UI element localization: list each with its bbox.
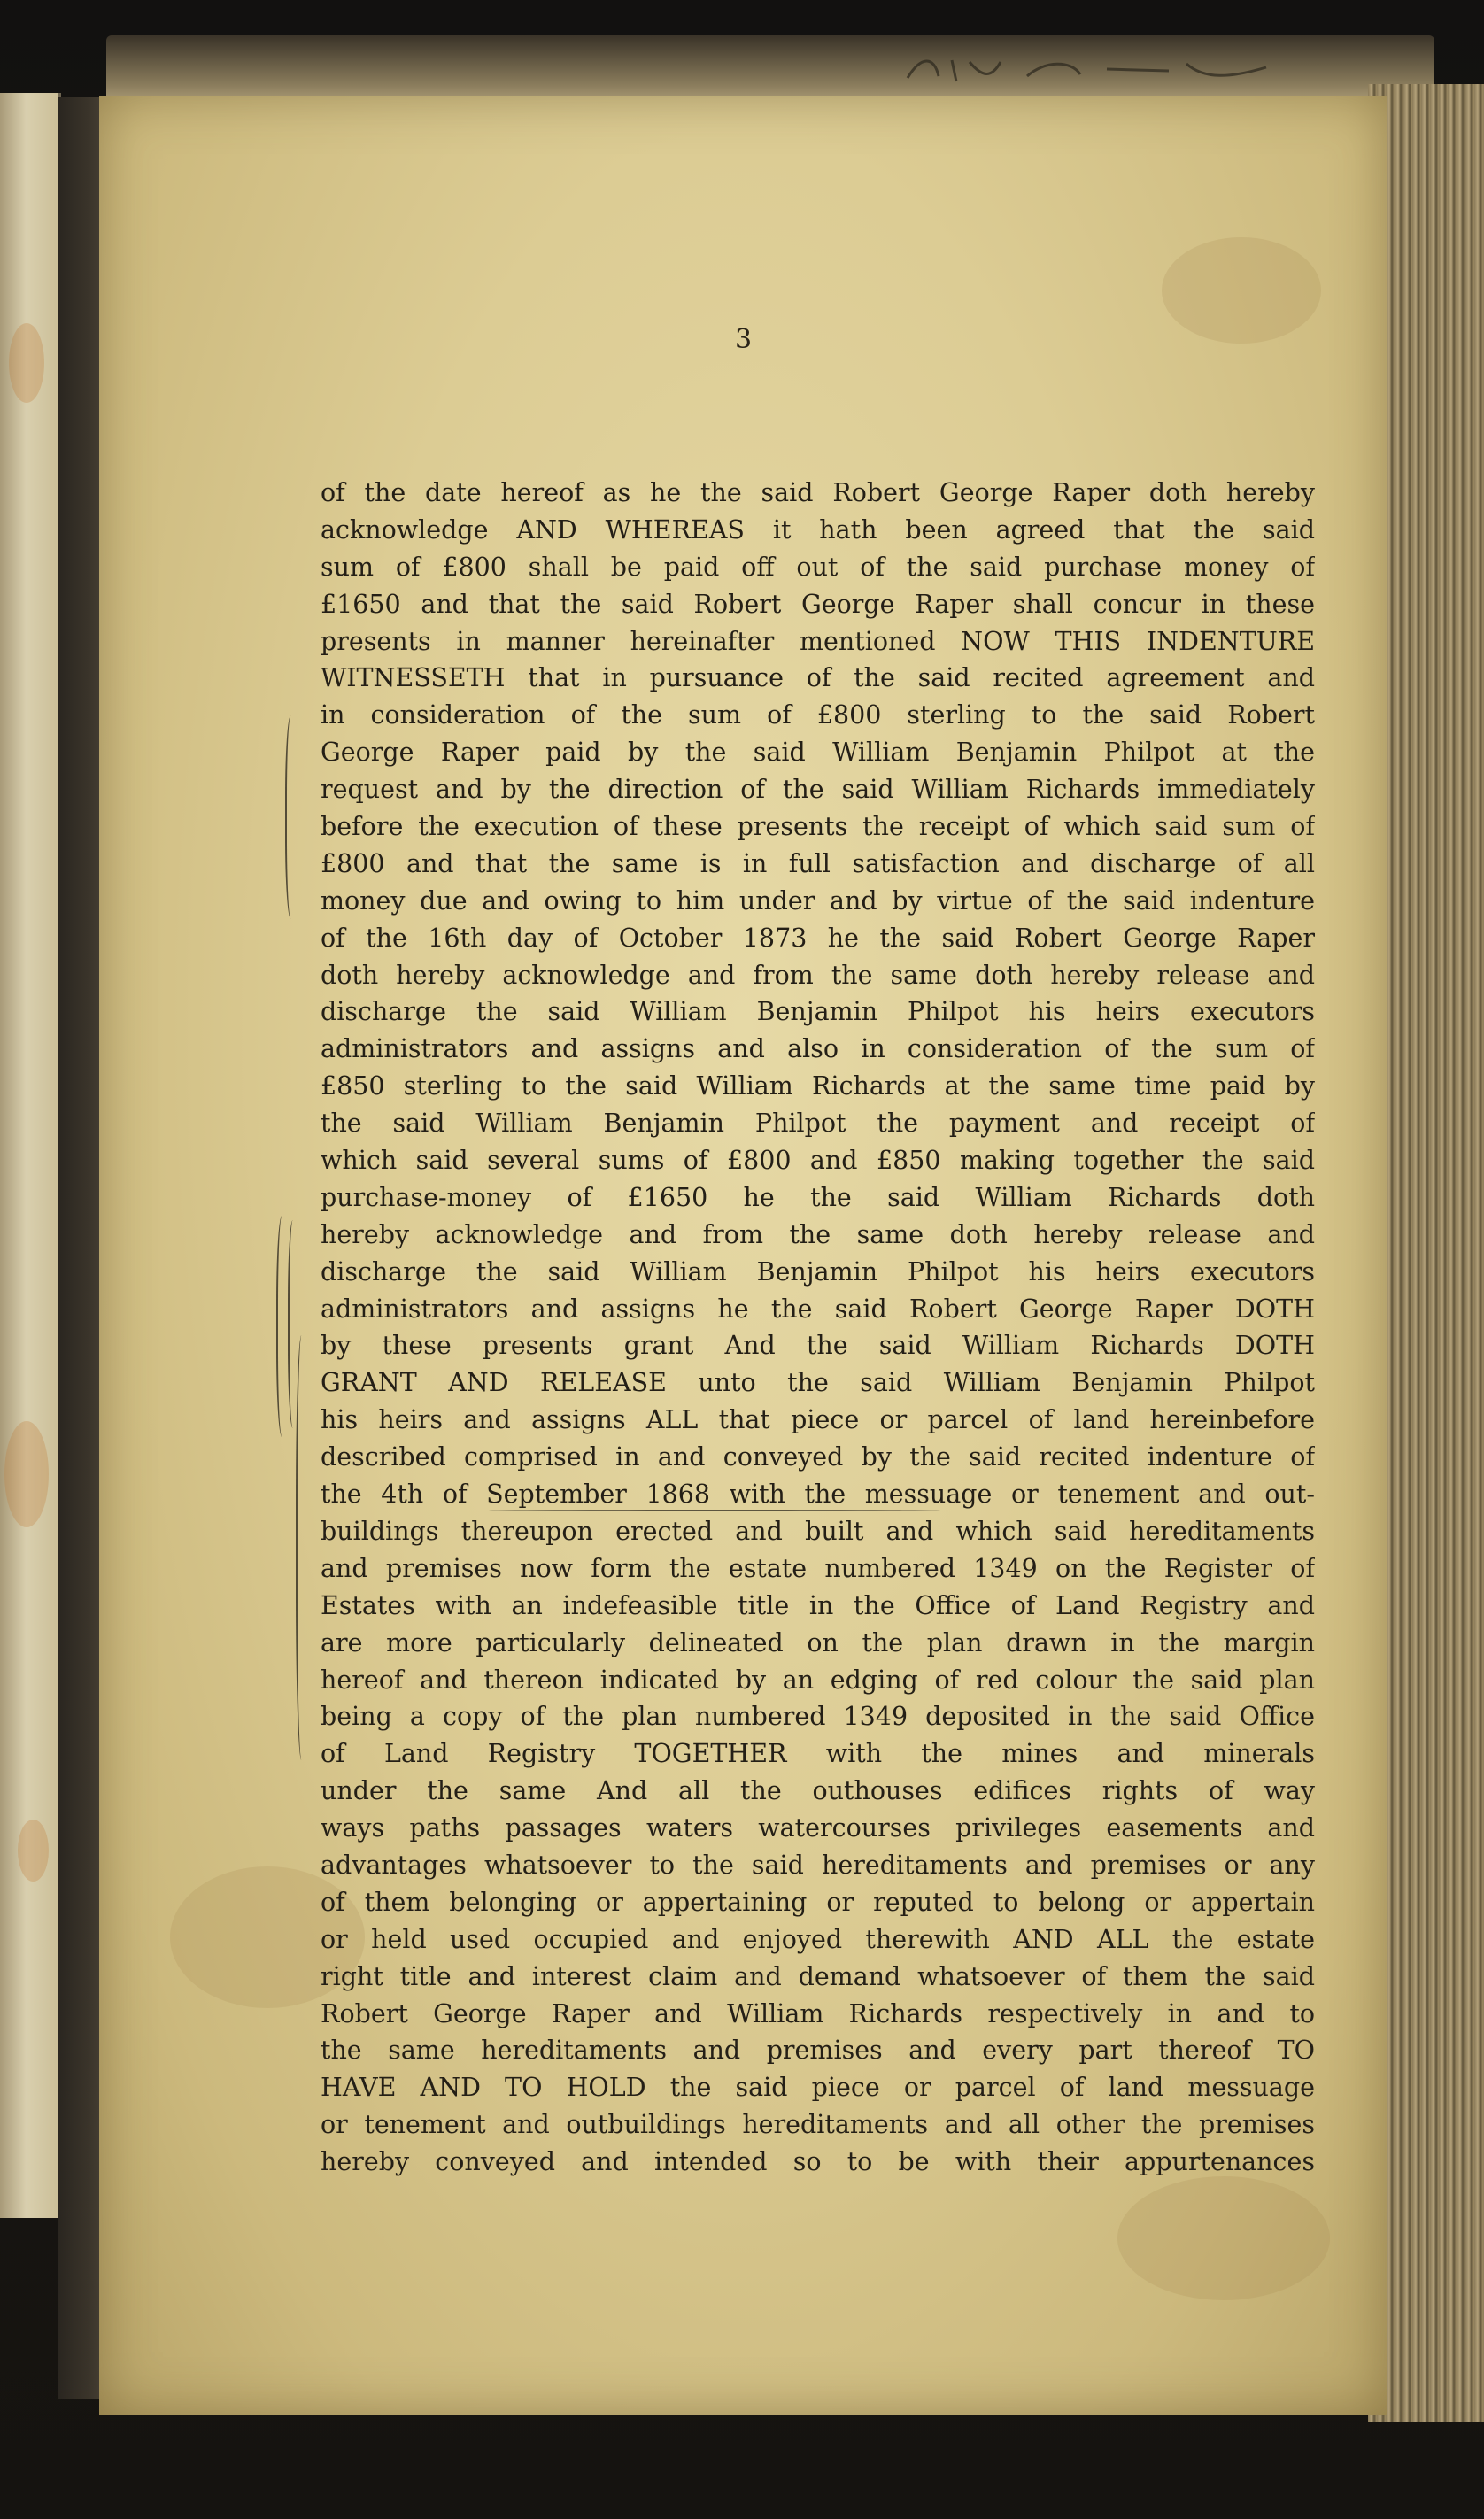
text-line: money due and owing to him under and by virtue of the said indenture [321, 885, 1315, 916]
text-line: described comprised in and conveyed by the said recited indenture of [321, 1442, 1315, 1472]
pencil-margin-bracket [285, 715, 299, 919]
text-line: hereby conveyed and intended so to be with their appurtenances [321, 2147, 1315, 2177]
text-line: of the 16th day of October 1873 he the said Robert George Raper [321, 923, 1315, 953]
text-line: in consideration of the sum of £800 sterling to the said Robert [321, 700, 1315, 730]
handwritten-scrawl [903, 51, 1275, 87]
facing-page-edge [0, 93, 61, 2218]
text-line: £800 and that the same is in full satisfaction and discharge of all [321, 848, 1315, 878]
text-line: hereby acknowledge and from the same doth hereby release and [321, 1219, 1315, 1249]
text-line: doth hereby acknowledge and from the same doth hereby release and [321, 960, 1315, 990]
text-line: HAVE AND TO HOLD the said piece or parcel of land messuage [321, 2073, 1315, 2103]
text-line: request and by the direction of the said William Richards immediately [321, 775, 1315, 805]
text-line: right title and interest claim and demand whatsoever of them the said [321, 1961, 1315, 1991]
text-line: the said William Benjamin Philpot the payment and receipt of [321, 1109, 1315, 1139]
text-line: £1650 and that the said Robert George Raper shall concur in these [321, 589, 1315, 619]
text-line: Estates with an indefeasible title in the Office of Land Registry and [321, 1590, 1315, 1620]
text-line: of them belonging or appertaining or reputed to belong or appertain [321, 1887, 1315, 1917]
text-line: administrators and assigns and also in consideration of the sum of [321, 1034, 1315, 1064]
text-line: his heirs and assigns ALL that piece or parcel of land hereinbefore [321, 1405, 1315, 1435]
deed-body-text [321, 475, 1315, 2181]
text-line: presents in manner hereinafter mentioned NOW THIS INDENTURE [321, 626, 1315, 656]
text-line: or tenement and outbuildings hereditaments and all other the premises [321, 2110, 1315, 2140]
text-line: Robert George Raper and William Richards respectively in and to [321, 1998, 1315, 2028]
text-line: of the date hereof as he the said Robert George Raper doth hereby [321, 478, 1315, 507]
text-line: which said several sums of £800 and £850 making together the said [321, 1146, 1315, 1176]
text-line: £850 sterling to the said William Richards at the same time paid by [321, 1071, 1315, 1101]
text-line: under the same And all the outhouses edifices rights of way [321, 1776, 1315, 1806]
text-line: by these presents grant And the said William Richards DOTH [321, 1331, 1315, 1361]
text-line: ways paths passages waters watercourses privileges easements and [321, 1813, 1315, 1843]
text-line: discharge the said William Benjamin Philpot his heirs executors [321, 997, 1315, 1027]
text-line: acknowledge AND WHEREAS it hath been agreed that the said [321, 514, 1315, 545]
text-line: buildings thereupon erected and built and which said hereditaments [321, 1516, 1315, 1546]
text-line: administrators and assigns he the said Robert George Raper DOTH [321, 1294, 1315, 1324]
document-page [99, 96, 1387, 2415]
text-line: discharge the said William Benjamin Philpot his heirs executors [321, 1256, 1315, 1287]
text-line: before the execution of these presents the receipt of which said sum of [321, 812, 1315, 842]
text-line: hereof and thereon indicated by an edging of red colour the said plan [321, 1665, 1315, 1695]
text-line: of Land Registry TOGETHER with the mines and minerals [321, 1739, 1315, 1769]
text-line: sum of £800 shall be paid off out of the said purchase money of [321, 552, 1315, 582]
text-line: and premises now form the estate numbered 1349 on the Register of [321, 1553, 1315, 1583]
text-line: the same hereditaments and premises and every part thereof TO [321, 2036, 1315, 2066]
text-line: the 4th of September 1868 with the messuage or tenement and out- [321, 1480, 1315, 1510]
page-number: 3 [734, 324, 753, 355]
text-line: being a copy of the plan numbered 1349 deposited in the said Office [321, 1702, 1315, 1732]
text-line: George Raper paid by the said William Benjamin Philpot at the [321, 738, 1315, 768]
text-line: or held used occupied and enjoyed therewith AND ALL the estate [321, 1924, 1315, 1954]
text-line: WITNESSETH that in pursuance of the said recited agreement and [321, 663, 1315, 693]
text-line: are more particularly delineated on the plan drawn in the margin [321, 1627, 1315, 1657]
text-line: advantages whatsoever to the said hereditaments and premises or any [321, 1850, 1315, 1880]
text-line: purchase-money of £1650 he the said William Richards doth [321, 1182, 1315, 1212]
text-line: GRANT AND RELEASE unto the said William Benjamin Philpot [321, 1368, 1315, 1398]
pencil-margin-bracket [296, 1335, 310, 1760]
